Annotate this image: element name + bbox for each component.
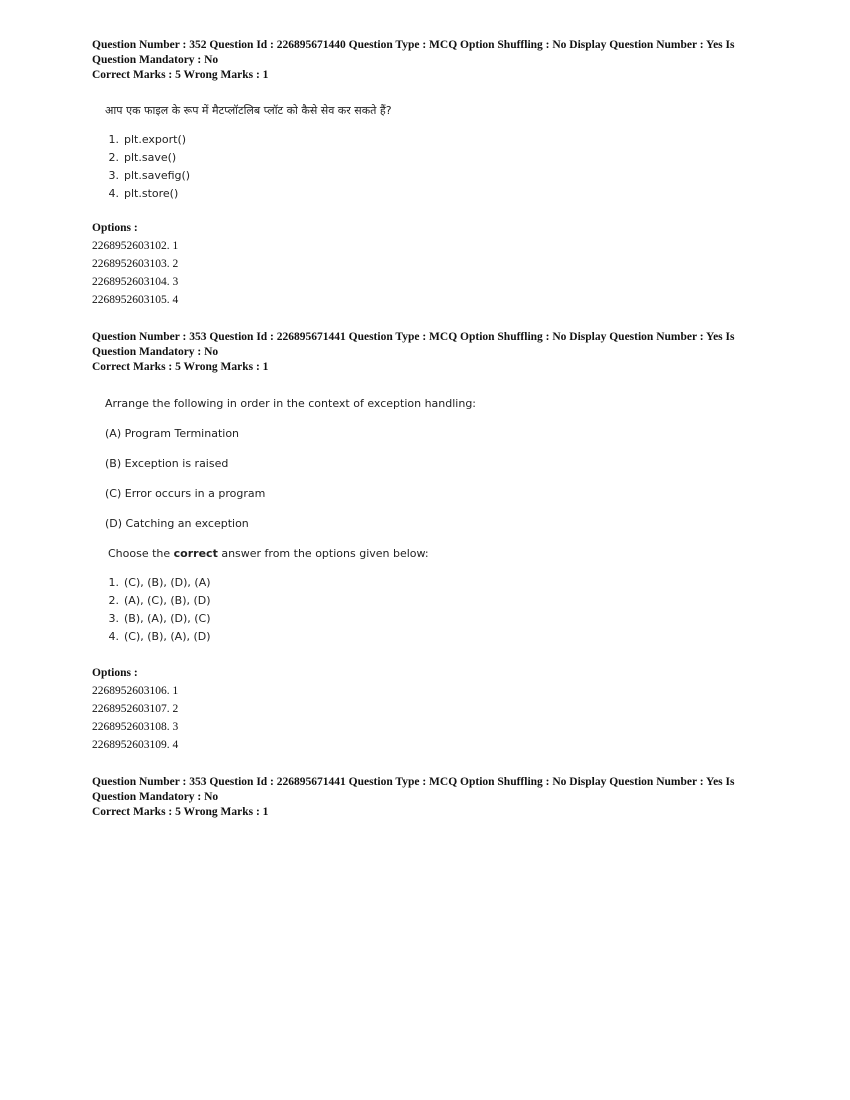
options-block — [92, 664, 792, 754]
options-block — [92, 219, 792, 309]
question-paper-page — [92, 38, 792, 820]
statement: (C) Error occurs in a program — [105, 487, 266, 500]
question-marks: Correct Marks : 5 Wrong Marks : 1 — [92, 806, 269, 818]
answer-choice: 1. plt.export() — [108, 133, 187, 146]
question-header: Question Number : 353 Question Id : 226895671441 Question Type : MCQ Option Shuffling : No Display Question Number : Yes Is — [92, 331, 735, 343]
answer-choice: 4. (C), (B), (A), (D) — [108, 630, 211, 643]
question-stem: आप एक फाइल के रूप में मैटप्लॉटलिब प्लॉट को कैसे सेव कर सकते हैं? — [105, 104, 392, 117]
answer-choice: 2. (A), (C), (B), (D) — [108, 594, 211, 607]
question-marks: Correct Marks : 5 Wrong Marks : 1 — [92, 361, 269, 373]
question-mandatory: Question Mandatory : No — [92, 54, 219, 66]
question-header: Question Number : 353 Question Id : 226895671441 Question Type : MCQ Option Shuffling : No Display Question Number : Yes Is — [92, 776, 735, 788]
instruction-emphasis: correct — [173, 547, 218, 560]
option-id-row: 2268952603106. 1 — [92, 685, 179, 697]
option-id-row: 2268952603107. 2 — [92, 703, 179, 715]
question-marks: Correct Marks : 5 Wrong Marks : 1 — [92, 69, 269, 81]
options-label: Options : — [92, 222, 138, 234]
answer-choices — [105, 131, 792, 203]
question-stem: Arrange the following in order in the context of exception handling: — [105, 397, 477, 410]
statement: (A) Program Termination — [105, 427, 240, 440]
question-mandatory: Question Mandatory : No — [92, 346, 219, 358]
option-id-row: 2268952603102. 1 — [92, 240, 179, 252]
answer-choice: 4. plt.store() — [108, 187, 179, 200]
answer-choice: 3. (B), (A), (D), (C) — [108, 612, 211, 625]
question-body — [92, 103, 792, 203]
question-mandatory: Question Mandatory : No — [92, 791, 219, 803]
answer-choices — [105, 574, 792, 646]
option-id-row: 2268952603104. 3 — [92, 276, 179, 288]
answer-choice: 1. (C), (B), (D), (A) — [108, 576, 211, 589]
statement: (B) Exception is raised — [105, 457, 229, 470]
option-id-row: 2268952603103. 2 — [92, 258, 179, 270]
question-header: Question Number : 352 Question Id : 226895671440 Question Type : MCQ Option Shuffling : No Display Question Number : Yes Is — [92, 39, 735, 51]
option-id-row: 2268952603109. 4 — [92, 739, 179, 751]
question-body — [92, 396, 792, 646]
option-id-row: 2268952603108. 3 — [92, 721, 179, 733]
answer-choice: 3. plt.savefig() — [108, 169, 191, 182]
statement: (D) Catching an exception — [105, 517, 249, 530]
instruction: Choose the correct answer from the options given below: — [108, 547, 429, 560]
question-353 — [92, 330, 792, 754]
option-id-row: 2268952603105. 4 — [92, 294, 179, 306]
question-352 — [92, 38, 792, 309]
question-353-repeat — [92, 775, 792, 820]
options-label: Options : — [92, 667, 138, 679]
answer-choice: 2. plt.save() — [108, 151, 177, 164]
